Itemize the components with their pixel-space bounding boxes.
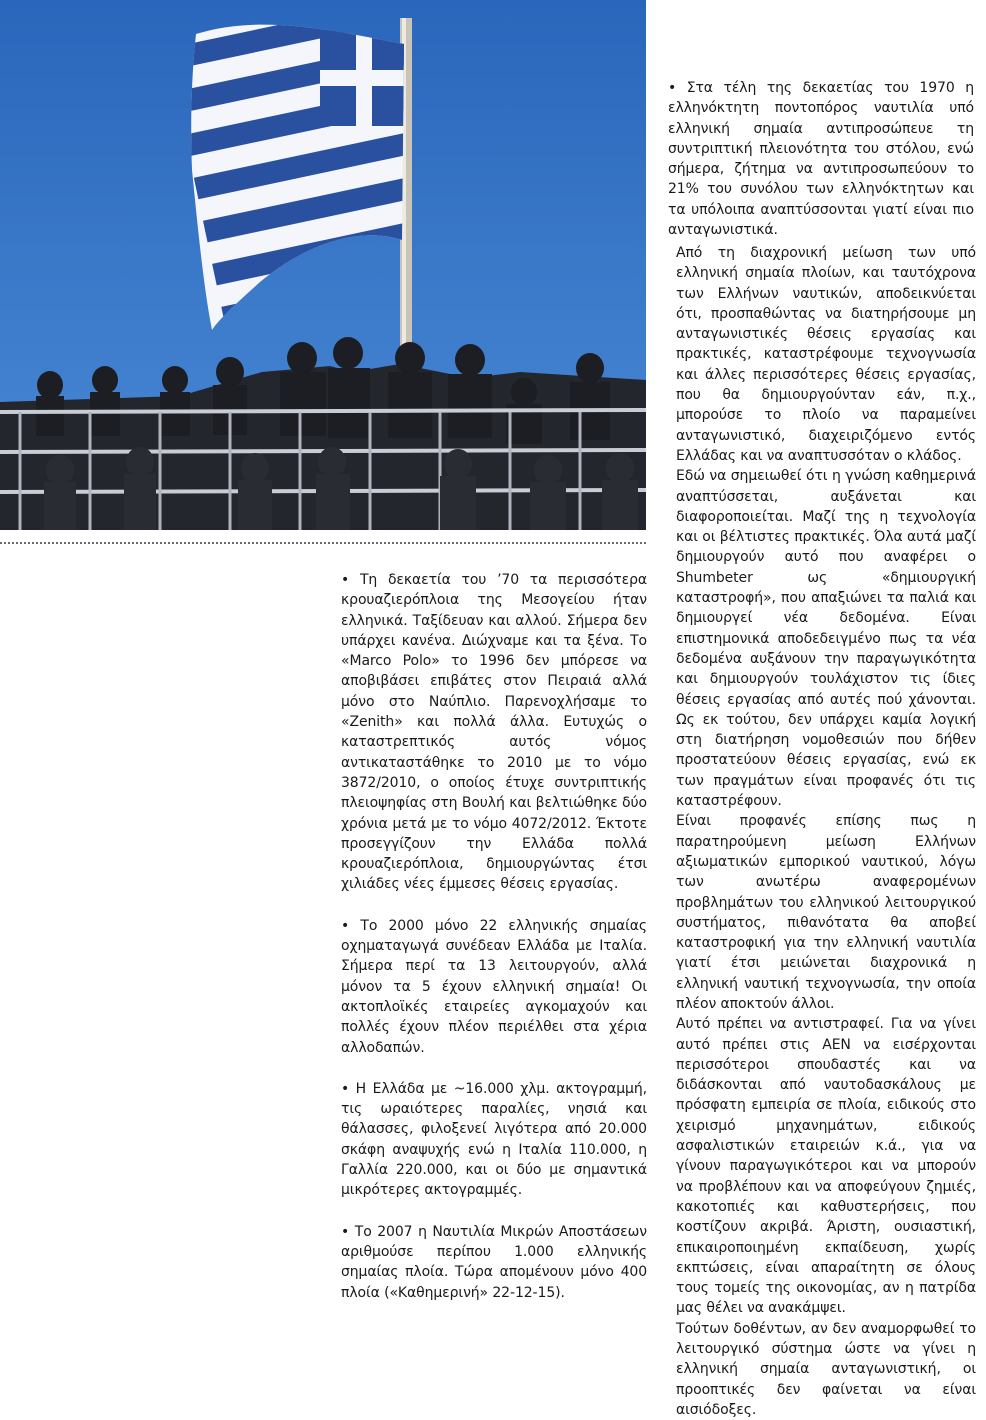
bullet-coastline-yachts: • Η Ελλάδα με ~16.000 χλμ. ακτογραμμή, τις ωραιότερες παραλίες, νησιά και θάλασσες, φιλοξενεί λιγότερα από 20.000 σκάφη αναψυχής ενώ η Ιταλία 110.000, η Γαλλία 220.000, και οι δύο με σημαντικά μικρότερες ακτογραμμές.	[341, 1079, 647, 1201]
body-paragraph-4: Αυτό πρέπει να αντιστραφεί. Για να γίνει αυτό πρέπει στις ΑΕΝ να εισέρχονται περισσότεροι σπουδαστές και να διδάσκονται από ναυτοδασκάλους με πρόσφατη εμπειρία σε πλοία, ειδικούς στο χειρισμό μηχανημάτων, ειδικούς ασφαλιστικών εταιρειών κ.ά., για να γίνουν παραγωγικότεροι και να μπορούν να προβλέπουν και να αποφεύγουν ζημιές, κακοτοπιές και καθυστερήσεις, που κοστίζουν ακριβά. Άριστη, ουσιαστική, επικαιροποιημένη εκπαίδευση, χωρίς εκπτώσεις, είναι απαραίτητη σε όλους τους τομείς της οικονομίας, αν η πατρίδα μας θέλει να ανακάμψει.	[676, 1016, 976, 1317]
bullet-short-sea-shipping: • Το 2007 η Ναυτιλία Μικρών Αποστάσεων αριθμούσε περίπου 1.000 ελληνικής σημαίας πλοία. Τώρα απομένουν μόνο 400 πλοία («Καθημερινή» 22-12-15).	[341, 1222, 647, 1303]
body-paragraph-3: Είναι προφανές επίσης πως η παρατηρούμενη μείωση Ελλήνων αξιωματικών εμπορικού ναυτικού, λόγω των ανωτέρω αναφερομένων προβλημάτων του ελληνικού λειτουργικού συστήματος, πιθανότατα θα αποβεί καταστροφική για την ελληνική ναυτιλία γιατί έτσι μειώνεται διαχρονικά η ελληνική ναυτική τεχνογνωσία, την οποία πλέον αποκτούν άλλοι.	[676, 813, 976, 1012]
body-paragraph-1: Από τη διαχρονική μείωση των υπό ελληνική σημαία πλοίων, και ταυτόχρονα των Ελλήνων ναυτικών, αποδεικνύεται ότι, προσπαθώντας να διατηρήσουμε μη ανταγωνιστικές θέσεις εργασίας και πρακτικές, καταστρέφουμε τεχνογνωσία και άλλες περισσότερες θέσεις εργασίας, που θα δημιουργούνταν εάν, π.χ., μπορούσε το πλοίο να παραμείνει ανταγωνιστικό, διαχειριζόμενο εντός Ελλάδας και να αναπτυσσόταν ο κλάδος.	[676, 245, 976, 464]
bullet-ferries-italy: • Το 2000 μόνο 22 ελληνικής σημαίας οχηματαγωγά συνέδεαν Ελλάδα με Ιταλία. Σήμερα περί τα 13 λειτουργούν, αλλά μόνον τα 5 έχουν ελληνική σημαία! Οι ακτοπλοϊκές εταιρείες αγκομαχούν και πολλές έχουν πλέον περιέλθει στα χέρια αλλοδαπών.	[341, 916, 647, 1058]
body-paragraph-2: Εδώ να σημειωθεί ότι η γνώση καθημερινά αναπτύσσεται, αυξάνεται και διαφοροποιείται. Μαζί της η τεχνολογία και οι βέλτιστες πρακτικές. Όλα αυτά μαζί δημιουργούν αυτό που αναφέρει ο Shumbeter ως «δημιουργική καταστροφή», που απαξιώνει τα παλιά και δημιουργεί νέα δεδομένα. Είναι επιστημονικά αποδεδειγμένο πως τα νέα δεδομένα αυξάνουν την παραγωγικότητα και δημιουργούν τουλάχιστον τις ίδιες θέσεις εργασίας από αυτές πού χάνονται. Ως εκ τούτου, δεν υπάρχει καμία λογική στη διατήρηση νομοθεσιών που δήθεν προστατεύουν θέσεις εργασίας, ενώ εκ των πραγμάτων είναι προφανές ότι τις καταστρέφουν.	[676, 468, 976, 810]
bullet-cruise-ships: • Τη δεκαετία του ’70 τα περισσότερα κρουαζιερόπλοια της Μεσογείου ήταν ελληνικά. Ταξίδευαν και αλλού. Σήμερα δεν υπάρχει κανένα. Διώχναμε και τα ξένα. Το «Marco Polo» το 1996 δεν μπόρεσε να αποβιβάσει επιβάτες στον Πειραιά αλλά μόνο στο Ναύπλιο. Παρενοχλήσαμε το «Zenith» και πολλά άλλα. Ευτυχώς ο καταστρεπτικός αυτός νόμος αντικαταστάθηκε το 2010 με το νόμο 3872/2010, ο οποίος έτυχε συντριπτικής πλειοψηφίας στη Βουλή και βελτιώθηκε δύο χρόνια μετά με το νόμο 4072/2012. Έκτοτε προσεγγίζουν την Ελλάδα πολλά κρουαζιερόπλοια, δημιουργώντας έτσι χιλιάδες νέες έμμεσες θέσεις εργασίας.	[341, 570, 647, 895]
greek-flag-ship-photo-icon	[0, 0, 646, 530]
right-top-bullet	[668, 78, 974, 240]
dotted-divider	[0, 542, 646, 544]
greek-flag-photo	[0, 0, 646, 530]
bullet-1970-fleet: • Στα τέλη της δεκαετίας του 1970 η ελληνόκτητη ποντοπόρος ναυτιλία υπό ελληνική σημαία αντιπροσώπευε τη συντριπτική πλειονότητα του στόλου, ενώ σήμερα, ζήτημα να αντιπροσωπεύουν το 21% του συνόλου των ελληνόκτητων και τα υπόλοιπα αναπτύσσονται γιατί είναι πιο ανταγωνιστικά.	[668, 78, 974, 240]
left-bullets-column	[341, 570, 647, 1303]
right-body-column	[676, 243, 976, 1420]
body-paragraph-5: Τούτων δοθέντων, αν δεν αναμορφωθεί το λειτουργικό σύστημα ώστε να γίνει η ελληνική σημαία ανταγωνιστική, οι προοπτικές δεν φαίνεται να είναι αισιόδοξες.	[676, 1320, 976, 1418]
